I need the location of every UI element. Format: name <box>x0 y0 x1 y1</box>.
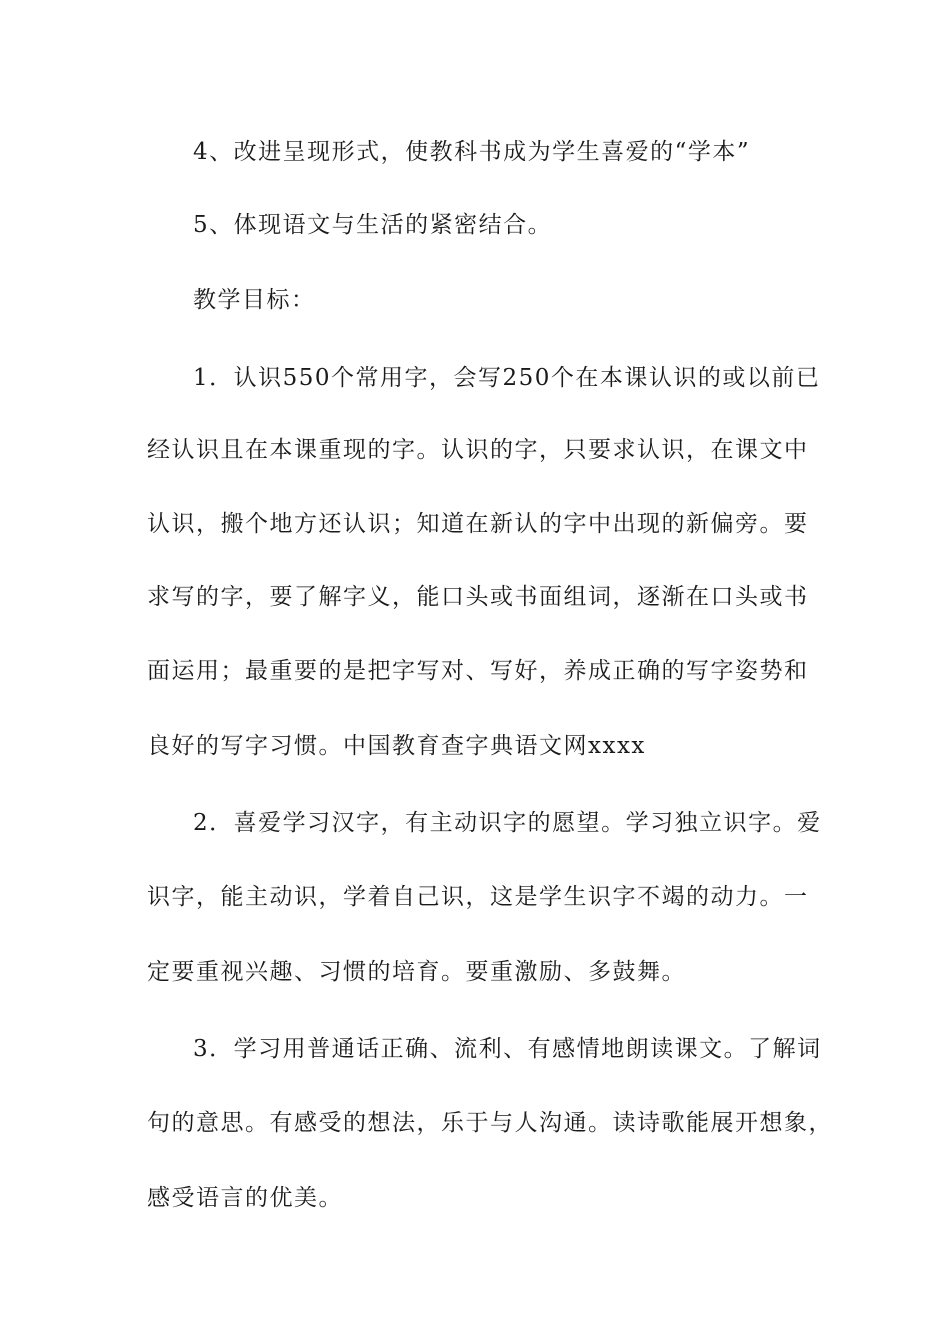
goal-2-line-3: 定要重视兴趣、习惯的培育。要重激励、多鼓舞。 <box>147 959 686 985</box>
goal-1-line-1: 1．认识550个常用字，会写250个在本课认识的或以前已 <box>193 365 821 391</box>
goal-1-line-2: 经认识且在本课重现的字。认识的字，只要求认识，在课文中 <box>147 437 809 463</box>
goal-1-line-3: 认识，搬个地方还认识；知道在新认的字中出现的新偏旁。要 <box>147 511 809 537</box>
goal-3-line-2: 句的意思。有感受的想法，乐于与人沟通。读诗歌能展开想象， <box>147 1110 833 1136</box>
item-5-text: 5、体现语文与生活的紧密结合。 <box>193 212 553 238</box>
item-4-text: 4、改进呈现形式，使教科书成为学生喜爱的“学本” <box>193 139 751 165</box>
section-heading-teaching-goals: 教学目标： <box>193 287 316 313</box>
goal-3-line-1: 3．学习用普通话正确、流利、有感情地朗读课文。了解词 <box>193 1036 822 1062</box>
goal-1-line-6: 良好的写字习惯。中国教育查字典语文网xxxx <box>147 733 646 759</box>
goal-2-line-2: 识字，能主动识，学着自己识，这是学生识字不竭的动力。一 <box>147 884 809 910</box>
goal-1-line-4: 求写的字，要了解字义，能口头或书面组词，逐渐在口头或书 <box>147 584 809 610</box>
goal-2-line-1: 2．喜爱学习汉字，有主动识字的愿望。学习独立识字。爱 <box>193 810 822 836</box>
goal-1-line-5: 面运用；最重要的是把字写对、写好，养成正确的写字姿势和 <box>147 658 809 684</box>
goal-3-line-3: 感受语言的优美。 <box>147 1185 343 1211</box>
